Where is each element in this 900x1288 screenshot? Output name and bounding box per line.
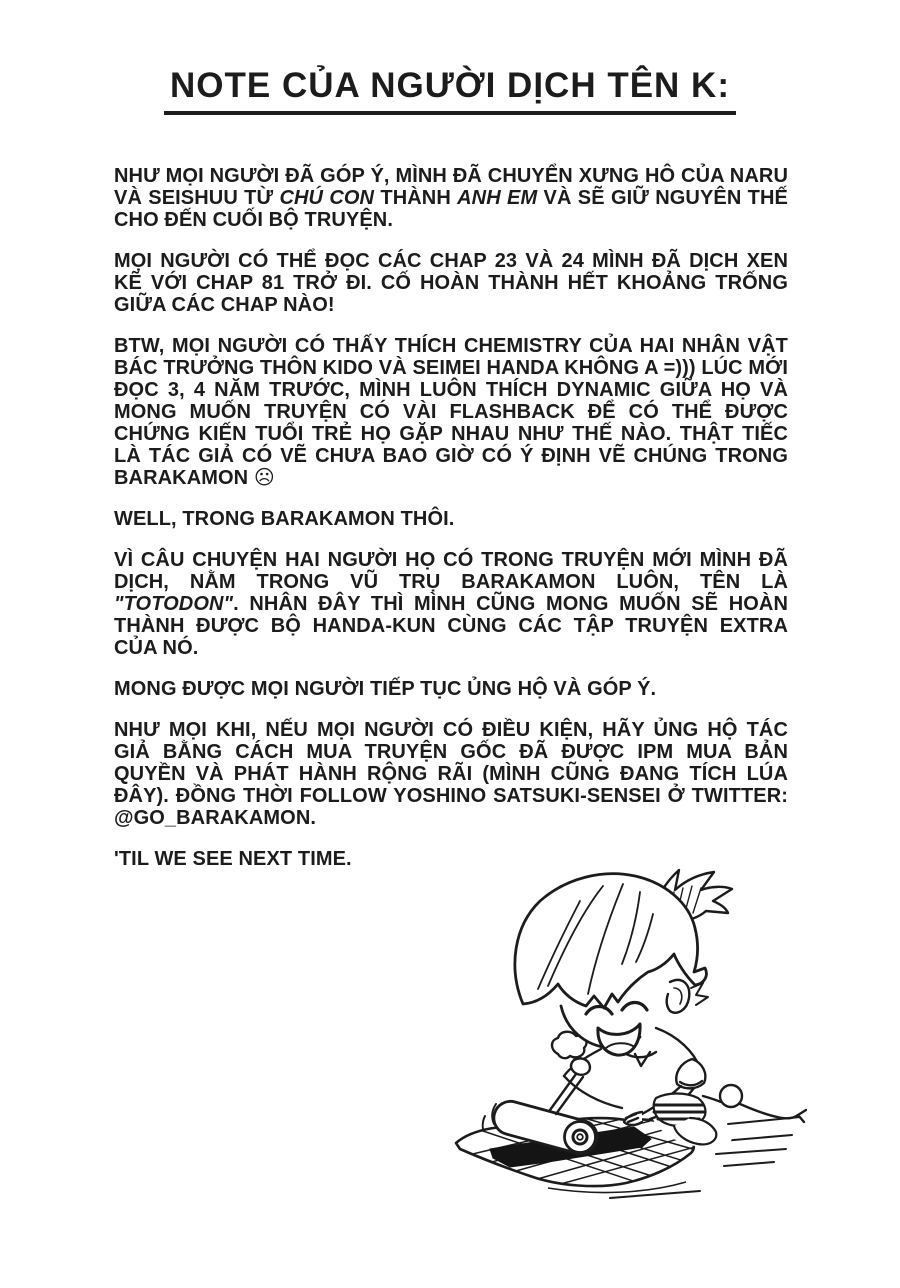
note-paragraph bbox=[114, 508, 788, 530]
emphasized-text: ANH EM bbox=[457, 187, 538, 209]
chibi-drawing bbox=[398, 856, 818, 1246]
note-paragraph bbox=[114, 549, 788, 659]
note-text: MỌI NGƯỜI CÓ THỂ ĐỌC CÁC CHAP 23 VÀ 24 MÌNH ĐÃ DỊCH XEN KẼ VỚI CHAP 81 TRỞ ĐI. CỐ HOÀN THÀNH HẾT KHOẢNG TRỐNG GIỮA CÁC CHAP NÀO! bbox=[114, 250, 788, 316]
cord bbox=[703, 1085, 806, 1122]
note-text: MONG ĐƯỢC MỌI NGƯỜI TIẾP TỤC ỦNG HỘ VÀ GÓP Ý. bbox=[114, 678, 657, 700]
note-text: THÀNH bbox=[374, 187, 458, 209]
chibi-head bbox=[515, 870, 732, 1055]
note-text: BTW, MỌI NGƯỜI CÓ THẤY THÍCH CHEMISTRY CỦA HAI NHÂN VẬT BÁC TRƯỞNG THÔN KIDO VÀ SEIMEI HANDA KHÔNG A =))) LÚC MỚI ĐỌC 3, 4 NĂM TRƯỚC, MÌNH LUÔN THÍCH DYNAMIC GIỮA HỌ VÀ MONG MUỐN TRUYỆN CÓ VÀI FLASHBACK ĐỂ CÓ THỂ ĐƯỢC CHỨNG KIẾN TUỔI TRẺ HỌ GẶP NHAU NHƯ THẾ NÀO. THẬT TIẾC LÀ TÁC GIẢ CÓ VẼ CHƯA BAO GIỜ CÓ Ý ĐỊNH VẼ CHÚNG TRONG BARAKAMON ☹ bbox=[114, 335, 788, 489]
note-text: . NHÂN ĐÂY THÌ MÌNH CŨNG MONG MUỐN SẼ HOÀN THÀNH ĐƯỢC BỘ HANDA-KUN CÙNG CÁC TẬP TRUYỆN EXTRA CỦA NÓ. bbox=[114, 593, 788, 659]
note-text: NHƯ MỌI NGƯỜI ĐÃ GÓP Ý, MÌNH ĐÃ CHUYỂN XƯNG HÔ CỦA NARU VÀ SEISHUU TỪ bbox=[114, 165, 788, 209]
ear bbox=[667, 980, 690, 1013]
emphasized-text: "TOTODON" bbox=[114, 593, 234, 615]
page-title-wrap bbox=[0, 66, 900, 115]
note-paragraphs bbox=[114, 165, 788, 889]
note-paragraph bbox=[114, 678, 788, 700]
page-title: NOTE CỦA NGƯỜI DỊCH TÊN K: bbox=[164, 66, 736, 115]
note-text: VÌ CÂU CHUYỆN HAI NGƯỜI HỌ CÓ TRONG TRUYỆN MỚI MÌNH ĐÃ DỊCH, NẰM TRONG VŨ TRỤ BARAKAMON LUÔN, TÊN LÀ bbox=[114, 549, 788, 593]
note-text: WELL, TRONG BARAKAMON THÔI. bbox=[114, 508, 455, 530]
note-paragraph bbox=[114, 250, 788, 316]
note-paragraph bbox=[114, 335, 788, 489]
closed-eye-left bbox=[586, 1007, 612, 1015]
note-text: NHƯ MỌI KHI, NẾU MỌI NGƯỜI CÓ ĐIỀU KIỆN, HÃY ỦNG HỘ TÁC GIẢ BẰNG CÁCH MUA TRUYỆN GỐC ĐÃ ĐƯỢC IPM MUA BẢN QUYỀN VÀ PHÁT HÀNH RỘNG RÃI (MÌNH CŨNG ĐANG TÍCH LÚA ĐÂY). ĐỒNG THỜI FOLLOW YOSHINO SATSUKI-SENSEI Ở TWITTER: @GO_BARAKAMON. bbox=[114, 719, 788, 829]
note-paragraph bbox=[114, 165, 788, 231]
note-paragraph bbox=[114, 719, 788, 829]
emphasized-text: CHÚ CON bbox=[279, 187, 375, 209]
note-text: 'TIL WE SEE NEXT TIME. bbox=[114, 848, 352, 870]
closed-eye-right bbox=[622, 1003, 647, 1011]
chibi-illustration bbox=[398, 856, 818, 1246]
note-text: VÀ SẼ GIỮ NGUYÊN THẾ CHO ĐẾN CUỐI BỘ TRUYỆN. bbox=[114, 187, 788, 231]
